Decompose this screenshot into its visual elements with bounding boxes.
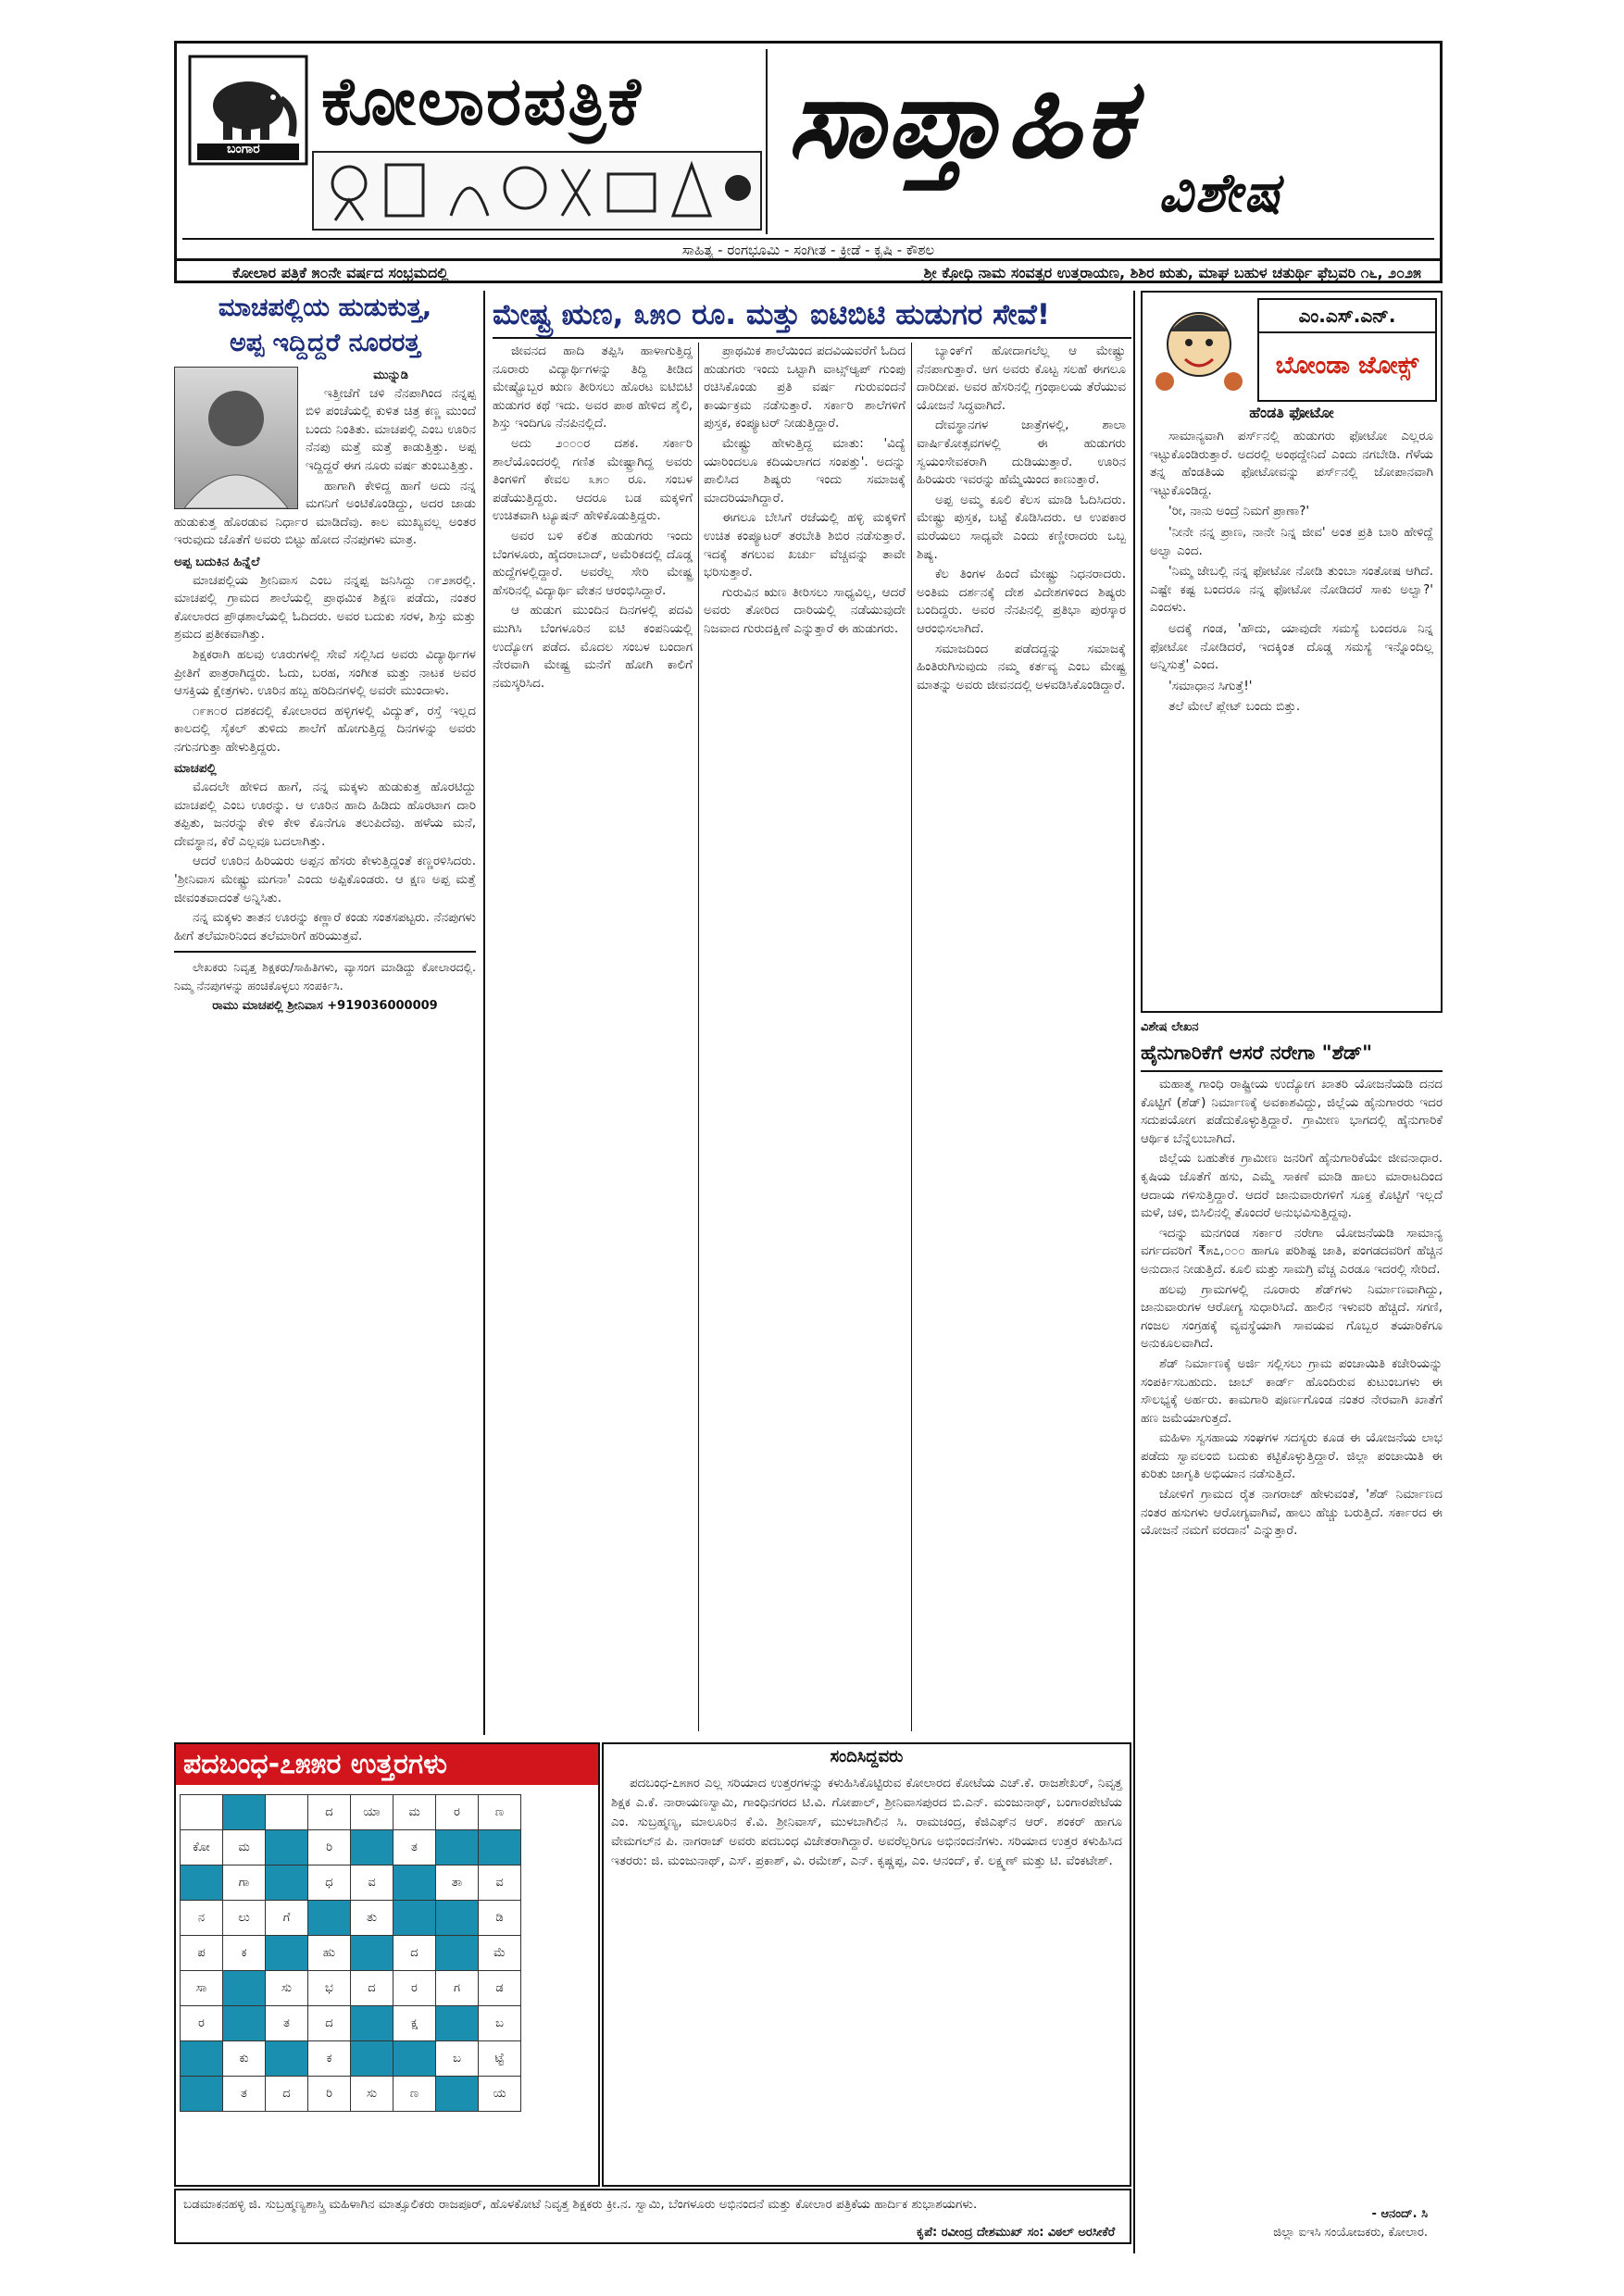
crossword-cell: ಕು — [223, 2041, 266, 2077]
crossword-title: ಪದಬಂಧ-೭೫೫ರ ಉತ್ತರಗಳು — [176, 1744, 598, 1785]
crossword-block-cell — [223, 2006, 266, 2041]
crossword-block-cell — [351, 2041, 394, 2077]
article2-para: ಮೇಷ್ಟ್ರು ಹೇಳುತ್ತಿದ್ದ ಮಾತು: 'ವಿದ್ಯೆ ಯಾರಿಂದಲೂ ಕದಿಯಲಾಗದ ಸಂಪತ್ತು'. ಅದನ್ನು ಪಾಲಿಸಿದ ಶಿಷ್ಯರು ಇಂದು ಸಮಾಜಕ್ಕೆ ಮಾದರಿಯಾಗಿದ್ದಾರೆ. — [704, 435, 906, 505]
article1-para: ನನ್ನ ಮಕ್ಕಳು ತಾತನ ಊರನ್ನು ಕಣ್ಣಾರೆ ಕಂಡು ಸಂತಸಪಟ್ಟರು. ನೆನಪುಗಳು ಹೀಗೆ ತಲೆಮಾರಿನಿಂದ ತಲೆಮಾರಿಗೆ ಹರಿಯುತ್ತವೆ. — [174, 910, 476, 943]
column-divider — [698, 343, 699, 1731]
crossword-cell: ಕ — [223, 1936, 266, 1971]
crossword-cell: ಗಾ — [223, 1866, 266, 1901]
crossword-block-cell — [266, 1830, 308, 1866]
joke-para: 'ನೀನೇ ನನ್ನ ಪ್ರಾಣ, ನಾನೇ ನಿನ್ನ ಜೀವ' ಅಂತ ಪ್ರತಿ ಬಾರಿ ಹೇಳಿದ್ದೆ ಅಲ್ವಾ ಎಂದ. — [1150, 524, 1433, 558]
crossword-cell: ದ — [266, 2077, 308, 2112]
divider — [1141, 1070, 1443, 1072]
joke-para: ಅದಕ್ಕೆ ಗಂಡ, 'ಹೌದು, ಯಾವುದೇ ಸಮಸ್ಯೆ ಬಂದರೂ ನಿನ್ನ ಫೋಟೋ ನೋಡಿದರೆ, ಇದಕ್ಕಿಂತ ದೊಡ್ಡ ಸಮಸ್ಯೆ ಇನ್ನೊಂದಿಲ್ಲ ಅನ್ನಿಸುತ್ತೆ' ಎಂದ. — [1150, 620, 1433, 673]
crossword-row — [181, 1795, 521, 1830]
joke-para: 'ನಿಮ್ಮ ಜೇಬಲ್ಲಿ ನನ್ನ ಫೋಟೋ ನೋಡಿ ತುಂಬಾ ಸಂತೋಷ ಆಗಿದೆ. ಎಷ್ಟೇ ಕಷ್ಟ ಬಂದರೂ ನನ್ನ ಫೋಟೋ ನೋಡಿದರೆ ಸಾಕು ಅಲ್ವಾ?' ಎಂದಳು. — [1150, 564, 1433, 616]
article1-para: ಮೊದಲೇ ಹೇಳಿದ ಹಾಗೆ, ನನ್ನ ಮಕ್ಕಳು ಹುಡುಕುತ್ತ ಹೊರಟಿದ್ದು ಮಾಚಪಲ್ಲಿ ಎಂಬ ಊರನ್ನು. ಆ ಊರಿನ ಹಾದಿ ಹಿಡಿದು ಹೊರಟಾಗ ದಾರಿ ತಪ್ಪಿತು, ಜನರನ್ನು ಕೇಳಿ ಕೇಳಿ ಕೊನೆಗೂ ತಲುಪಿದೆವು. ಹಳೆಯ ಮನೆ, ದೇವಸ್ಥಾನ, ಕೆರೆ ಎಲ್ಲವೂ ಬದಲಾಗಿತ್ತು. — [174, 780, 476, 849]
issue-date: ಶ್ರೀ ಕ್ರೋಧಿ ನಾಮ ಸಂವತ್ಸರ ಉತ್ತರಾಯಣ, ಶಿಶಿರ ಋತು, ಮಾಘ ಬಹುಳ ಚತುರ್ಥಿ ಫೆಬ್ರವರಿ ೧೬, ೨೦೨೫ — [923, 264, 1421, 281]
crossword-block-cell — [436, 2006, 479, 2041]
jokes-box — [1141, 291, 1443, 1013]
crossword-cell: ಭ — [308, 1971, 351, 2006]
paper-name: ಕೋಲಾರಪತ್ರಿಕೆ — [321, 62, 643, 140]
crossword-cell: ಡಿ — [479, 1901, 521, 1936]
jokes-title: ಬೋಂಡಾ ಜೋಕ್ಸ್ — [1275, 352, 1419, 380]
anniversary-note: ಕೋಲಾರ ಪತ್ರಿಕೆ ೫೦ನೇ ವರ್ಷದ ಸಂಭ್ರಮದಲ್ಲಿ — [232, 264, 449, 281]
crossword-cell: ತಾ — [436, 1866, 479, 1901]
crossword-block-cell — [479, 1830, 521, 1866]
crossword-cell: ಕೋ — [181, 1830, 223, 1866]
article1-para: ಮಾಚಪಲ್ಲಿಯ ಶ್ರೀನಿವಾಸ ಎಂಬ ನನ್ನಪ್ಪ ಜನಿಸಿದ್ದು ೧೯೨೫ರಲ್ಲಿ. ಮಾಚಪಲ್ಲಿ ಗ್ರಾಮದ ಶಾಲೆಯಲ್ಲಿ ಪ್ರಾಥಮಿಕ ಶಿಕ್ಷಣ ಪಡೆದು, ನಂತರ ಕೋಲಾರದ ಪ್ರೌಢಶಾಲೆಯಲ್ಲಿ ಓದಿದರು. ಅವರ ಬದುಕು ಸರಳ, ಶಿಸ್ತು ಮತ್ತು ಶ್ರಮದ ಪ್ರತೀಕವಾಗಿತ್ತು. — [174, 572, 476, 643]
article2-para: ಬ್ಯಾಂಕ್‌ಗೆ ಹೋದಾಗಲೆಲ್ಲ ಆ ಮೇಷ್ಟ್ರು ನೆನಪಾಗುತ್ತಾರೆ. ಆಗ ಅವರು ಕೊಟ್ಟ ಸಲಹೆ ಈಗಲೂ ದಾರಿದೀಪ. ಅವರ ಹೆಸರಿನಲ್ಲಿ ಗ್ರಂಥಾಲಯ ತೆರೆಯುವ ಯೋಜನೆ ಸಿದ್ಧವಾಗಿದೆ. — [917, 343, 1126, 413]
crossword-cell: ದ — [308, 2006, 351, 2041]
article2-para: ಈಗಲೂ ಬೇಸಿಗೆ ರಜೆಯಲ್ಲಿ ಹಳ್ಳಿ ಮಕ್ಕಳಿಗೆ ಉಚಿತ ಕಂಪ್ಯೂಟರ್ ತರಬೇತಿ ಶಿಬಿರ ನಡೆಸುತ್ತಾರೆ. ಇದಕ್ಕೆ ತಗಲುವ ಖರ್ಚು ವೆಚ್ಚವನ್ನು ತಾವೇ ಭರಿಸುತ್ತಾರೆ. — [704, 510, 906, 580]
article1-title-line1: ಮಾಚಪಲ್ಲಿಯ ಹುಡುಕುತ್ತ, — [218, 293, 432, 322]
emblem-text: ಬಂಗಾರ — [227, 142, 260, 156]
divider — [493, 337, 1131, 339]
crossword-block-cell — [181, 2077, 223, 2112]
crossword-block-cell — [223, 1795, 266, 1830]
crossword-cell: ಕ್ಷ — [394, 2006, 436, 2041]
article2-col1 — [493, 343, 693, 1731]
jokes-subtitle: ಹೆಂಡತಿ ಫೋಟೋ — [1249, 404, 1334, 421]
crossword-cell: ಬ — [436, 2041, 479, 2077]
article1-para: ಆದರೆ ಊರಿನ ಹಿರಿಯರು ಅಪ್ಪನ ಹೆಸರು ಕೇಳುತ್ತಿದ್ದಂತೆ ಕಣ್ಣರಳಿಸಿದರು. 'ಶ್ರೀನಿವಾಸ ಮೇಷ್ಟ್ರು ಮಗನಾ' ಎಂದು ಅಪ್ಪಿಕೊಂಡರು. ಆ ಕ್ಷಣ ಅಪ್ಪ ಮತ್ತೆ ಜೀವಂತವಾದಂತೆ ಅನ್ನಿಸಿತು. — [174, 854, 476, 905]
supplement-subtitle: ವಿಶೇಷ — [1158, 161, 1282, 224]
author-note: ಲೇಖಕರು ನಿವೃತ್ತ ಶಿಕ್ಷಕರು/ಸಾಹಿತಿಗಳು, ವ್ಯಾಸಂಗ ಮಾಡಿದ್ದು ಕೋಲಾರದಲ್ಲಿ. ನಿಮ್ಮ ನೆನಪುಗಳನ್ನು ಹಂಚಿಕೊಳ್ಳಲು ಸಂಪರ್ಕಿಸಿ. — [174, 960, 476, 992]
crossword-box — [174, 1742, 600, 2187]
crossword-cell: ಸು — [351, 2077, 394, 2112]
crossword-block-cell — [436, 1830, 479, 1866]
article1-para: ಇತ್ತೀಚೆಗೆ ಚಳಿ ನೆನಪಾಗಿಂದ ನನ್ನಪ್ಪ ಬಿಳಿ ಪಂಚೆಯಲ್ಲಿ ಕುಳಿತ ಚಿತ್ರ ಕಣ್ಣ ಮುಂದೆ ಬಂದು ನಿಂತಿತು. ಮಾಚಪಲ್ಲಿ ಎಂಬ ಊರಿನ ನೆನಪು ಮತ್ತೆ ಮತ್ತೆ ಕಾಡುತ್ತಿತ್ತು. ಅಪ್ಪ ಇದ್ದಿದ್ದರೆ ಈಗ ನೂರು ವರ್ಷ ತುಂಬುತ್ತಿತ್ತು. — [306, 385, 476, 473]
masthead-right — [769, 49, 1436, 234]
crossword-cell — [266, 1795, 308, 1830]
crossword-block-cell — [394, 2041, 436, 2077]
crossword-block-cell — [181, 1866, 223, 1901]
article2-para: ಅಪ್ಪ ಅಮ್ಮ ಕೂಲಿ ಕೆಲಸ ಮಾಡಿ ಓದಿಸಿದರು. ಮೇಷ್ಟ್ರು ಪುಸ್ತಕ, ಬಟ್ಟೆ ಕೊಡಿಸಿದರು. ಆ ಉಪಕಾರ ಮರೆಯಲು ಸಾಧ್ಯವೇ ಎಂದು ಕಣ್ಣೀರಾದರು ಒಬ್ಬ ಶಿಷ್ಯ. — [917, 492, 1126, 562]
article-machapalli — [174, 291, 476, 1791]
article3-para: ಮಹಾತ್ಮ ಗಾಂಧಿ ರಾಷ್ಟ್ರೀಯ ಉದ್ಯೋಗ ಖಾತರಿ ಯೋಜನೆಯಡಿ ದನದ ಕೊಟ್ಟಿಗೆ (ಶೆಡ್) ನಿರ್ಮಾಣಕ್ಕೆ ಅವಕಾಶವಿದ್ದು, ಜಿಲ್ಲೆಯ ಹೈನುಗಾರರು ಇದರ ಸದುಪಯೋಗ ಪಡೆದುಕೊಳ್ಳುತ್ತಿದ್ದಾರೆ. ಗ್ರಾಮೀಣ ಭಾಗದಲ್ಲಿ ಹೈನುಗಾರಿಕೆ ಆರ್ಥಿಕ ಬೆನ್ನೆಲುಬಾಗಿದೆ. — [1141, 1077, 1443, 1146]
jokes-label-box — [1257, 298, 1437, 402]
article2-para: ದೇವಸ್ಥಾನಗಳ ಜಾತ್ರೆಗಳಲ್ಲಿ, ಶಾಲಾ ವಾರ್ಷಿಕೋತ್ಸವಗಳಲ್ಲಿ ಈ ಹುಡುಗರು ಸ್ವಯಂಸೇವಕರಾಗಿ ದುಡಿಯುತ್ತಾರೆ. ಊರಿನ ಹಿರಿಯರು ಇವರನ್ನು ಹೆಮ್ಮೆಯಿಂದ ಕಾಣುತ್ತಾರೆ. — [917, 418, 1126, 488]
dateline — [177, 258, 1440, 285]
column-divider — [483, 291, 485, 1735]
article3-title: ಹೈನುಗಾರಿಕೆಗೆ ಆಸರೆ ನರೇಗಾ "ಶೆಡ್" — [1141, 1042, 1373, 1064]
crossword-cell: ಟ್ಟೆ — [479, 2041, 521, 2077]
crossword-row — [181, 1866, 521, 1901]
joke-para: ಸಾಮಾನ್ಯವಾಗಿ ಪರ್ಸ್‌ನಲ್ಲಿ ಹುಡುಗರು ಫೋಟೋ ಎಲ್ಲರೂ ಇಟ್ಟುಕೊಂಡಿರುತ್ತಾರೆ. ಅದರಲ್ಲಿ ಅಂಥದ್ದೇನಿದೆ ಎಂದು ನಗಬೇಡಿ. ಗೆಳೆಯ ತನ್ನ ಹೆಂಡತಿಯ ಫೋಟೋವನ್ನು ಪರ್ಸ್‌ನಲ್ಲಿ ಜೋಪಾನವಾಗಿ ಇಟ್ಟುಕೊಂಡಿದ್ದ. — [1150, 429, 1433, 498]
article3-para: ಹಲವು ಗ್ರಾಮಗಳಲ್ಲಿ ನೂರಾರು ಶೆಡ್‌ಗಳು ನಿರ್ಮಾಣವಾಗಿದ್ದು, ಜಾನುವಾರುಗಳ ಆರೋಗ್ಯ ಸುಧಾರಿಸಿದೆ. ಹಾಲಿನ ಇಳುವರಿ ಹೆಚ್ಚಿದೆ. ಸಗಣಿ, ಗಂಜಲ ಸಂಗ್ರಹಕ್ಕೆ ವ್ಯವಸ್ಥೆಯಾಗಿ ಸಾವಯವ ಗೊಬ್ಬರ ತಯಾರಿಕೆಗೂ ಅನುಕೂಲವಾಗಿದೆ. — [1141, 1281, 1443, 1352]
crossword-row — [181, 2041, 521, 2077]
jokes-body — [1150, 428, 1433, 719]
crossword-block-cell — [351, 1936, 394, 1971]
article1-para: ೧೯೫೦ರ ದಶಕದಲ್ಲಿ ಕೋಲಾರದ ಹಳ್ಳಿಗಳಲ್ಲಿ ವಿದ್ಯುತ್, ರಸ್ತೆ ಇಲ್ಲದ ಕಾಲದಲ್ಲಿ ಸೈಕಲ್ ತುಳಿದು ಶಾಲೆಗೆ ಹೋಗುತ್ತಿದ್ದ ದಿನಗಳನ್ನು ಅವರು ನಗುನಗುತ್ತಾ ಹೇಳುತ್ತಿದ್ದರು. — [174, 703, 476, 755]
article1-para: ಶಿಕ್ಷಕರಾಗಿ ಹಲವು ಊರುಗಳಲ್ಲಿ ಸೇವೆ ಸಲ್ಲಿಸಿದ ಅವರು ವಿದ್ಯಾರ್ಥಿಗಳ ಪ್ರೀತಿಗೆ ಪಾತ್ರರಾಗಿದ್ದರು. ಓದು, ಬರಹ, ಸಂಗೀತ ಮತ್ತು ನಾಟಕ ಅವರ ಆಸಕ್ತಿಯ ಕ್ಷೇತ್ರಗಳು. ಊರಿನ ಹಬ್ಬ ಹರಿದಿನಗಳಲ್ಲಿ ಅವರೇ ಮುಂದಾಳು. — [174, 646, 476, 699]
crossword-cell: ಧ — [308, 1866, 351, 1901]
crossword-cell: ಹು — [308, 1936, 351, 1971]
crossword-row — [181, 1830, 521, 1866]
crossword-cell: ದ — [308, 1795, 351, 1830]
article1-subhead: ಅಪ್ಪ ಬದುಕಿನ ಹಿನ್ನೆಲೆ — [174, 554, 260, 569]
article3-body — [1141, 1076, 1443, 2187]
article1-para: ಹಾಗಾಗಿ ಕೇಳಿದ್ದ ಹಾಗೆ ಅದು ನನ್ನ ಮಗನಿಗೆ ಅಂಟಿಕೊಂಡಿದ್ದು, ಅದರ ಜಾಡು ಹುಡುಕುತ್ತ ಹೊರಡುವ ನಿರ್ಧಾರ ಮಾಡಿದೆವು. ಕಾಲ ಮುಖ್ಯವಲ್ಲ ಅಂತರ ಇರುವುದು ಜೊತೆಗೆ ಅವರು ಬಿಟ್ಟು ಹೋದ ನೆನಪುಗಳು ಮಾತ್ರ. — [174, 478, 476, 548]
crossword-cell: ದ — [351, 1971, 394, 2006]
article2-para: ಜೀವನದ ಹಾದಿ ತಪ್ಪಿಸಿ ಹಾಳಾಗುತ್ತಿದ್ದ ನೂರಾರು ವಿದ್ಯಾರ್ಥಿಗಳನ್ನು ತಿದ್ದಿ ತೀಡಿದ ಮೇಷ್ಟ್ರೊಬ್ಬರ ಋಣ ತೀರಿಸಲು ಹೊರಟ ಐಟಿಬಿಟಿ ಹುಡುಗರ ಕಥೆ ಇದು. ಅವರ ಪಾಠ ಹೇಳಿದ ಶೈಲಿ, ಶಿಸ್ತು ಇಂದಿಗೂ ನೆನಪಿನಲ್ಲಿದೆ. — [493, 343, 693, 431]
awards-title: ಸಂದಿಸಿದ್ದವರು — [830, 1747, 904, 1766]
crossword-row — [181, 2077, 521, 2112]
crossword-cell: ವ — [351, 1866, 394, 1901]
column-divider — [911, 343, 912, 1731]
article3-kicker: ವಿಶೇಷ ಲೇಖನ — [1141, 1020, 1199, 1034]
article3-para: ಮಹಿಳಾ ಸ್ವಸಹಾಯ ಸಂಘಗಳ ಸದಸ್ಯರು ಕೂಡ ಈ ಯೋಜನೆಯ ಲಾಭ ಪಡೆದು ಸ್ವಾವಲಂಬಿ ಬದುಕು ಕಟ್ಟಿಕೊಳ್ಳುತ್ತಿದ್ದಾರೆ. ಜಿಲ್ಲಾ ಪಂಚಾಯಿತಿ ಈ ಕುರಿತು ಜಾಗೃತಿ ಅಭಿಯಾನ ನಡೆಸುತ್ತಿದೆ. — [1141, 1430, 1443, 1482]
crossword-cell: ಮ — [223, 1830, 266, 1866]
crossword-block-cell — [308, 1901, 351, 1936]
crossword-cell: ಯಾ — [351, 1795, 394, 1830]
crossword-cell: ತು — [351, 1901, 394, 1936]
crossword-cell: ತ — [223, 2077, 266, 2112]
newspaper-page — [174, 41, 1443, 2272]
crossword-block-cell — [223, 1971, 266, 2006]
crossword-cell: ಸಾ — [181, 1971, 223, 2006]
masthead-left — [182, 49, 768, 234]
awards-text: ಪದಬಂಧ-೭೫೫ರ ಎಲ್ಲ ಸರಿಯಾದ ಉತ್ತರಗಳನ್ನು ಕಳುಹಿಸಿಕೊಟ್ಟಿರುವ ಕೋಲಾರದ ಕೋಟೆಯ ಎಚ್.ಕೆ. ರಾಜಶೇಖರ್, ನಿವೃತ್ತ ಶಿಕ್ಷಕ ಎ.ಕೆ. ನಾರಾಯಣಸ್ವಾಮಿ, ಗಾಂಧಿನಗರದ ಟಿ.ವಿ. ಗೋಪಾಲ್, ಶ್ರೀನಿವಾಸಪುರದ ಬಿ.ಎನ್. ಮಂಜುನಾಥ್, ಬಂಗಾರಪೇಟೆಯ ಎಂ. ಸುಬ್ರಹ್ಮಣ್ಯ, ಮಾಲೂರಿನ ಕೆ.ವಿ. ಶ್ರೀನಿವಾಸ್, ಮುಳಬಾಗಿಲಿನ ಸಿ. ರಾಮಚಂದ್ರ, ಕೆಜಿಎಫ್‌ನ ಆರ್. ಶಂಕರ್ ಹಾಗೂ ವೇಮಗಲ್‌ನ ಪಿ. ನಾಗರಾಜ್ ಅವರು ಪದಬಂಧ ವಿಜೇತರಾಗಿದ್ದಾರೆ. ಅವರೆಲ್ಲರಿಗೂ ಅಭಿನಂದನೆಗಳು. ಸರಿಯಾದ ಉತ್ತರ ಕಳುಹಿಸಿದ ಇತರರು: ಜಿ. ಮಂಜುನಾಥ್, ಎಸ್. ಪ್ರಕಾಶ್, ವಿ. ರಮೇಶ್, ಎನ್. ಕೃಷ್ಣಪ್ಪ, ಎಂ. ಆನಂದ್, ಕೆ. ಲಕ್ಷ್ಮಣ್ ಮತ್ತು ಟಿ. ವೆಂಕಟೇಶ್. — [611, 1776, 1122, 1868]
joke-para: ತಲೆ ಮೇಲೆ ಪ್ಲೇಟ್ ಬಂದು ಬಿತ್ತು. — [1168, 699, 1301, 715]
jokes-label: ಎಂ.ಎಸ್.ಎನ್. — [1259, 300, 1435, 333]
crossword-cell: ಗೆ — [266, 1901, 308, 1936]
crossword-cell: ರಿ — [308, 2077, 351, 2112]
crossword-block-cell — [181, 2041, 223, 2077]
arts-sketch-icon — [312, 151, 762, 231]
crossword-cell: ಸು — [266, 1971, 308, 2006]
crossword-block-cell — [266, 1866, 308, 1901]
crossword-cell: ಮ — [394, 1795, 436, 1830]
crossword-cell: ರ — [181, 2006, 223, 2041]
crossword-block-cell — [394, 1866, 436, 1901]
crossword-block-cell — [351, 2006, 394, 2041]
crossword-cell — [181, 1795, 223, 1830]
tagline: ಸಾಹಿತ್ಯ - ರಂಗಭೂಮಿ - ಸಂಗೀತ - ಕ್ರೀಡೆ - ಕೃಷಿ - ಕೌಶಲ — [182, 238, 1434, 260]
awards-box — [602, 1742, 1131, 2187]
crossword-cell: ಕ — [308, 2041, 351, 2077]
masthead — [174, 41, 1443, 283]
author-photo — [174, 367, 298, 509]
joke-para: 'ರೀ, ನಾನು ಅಂದ್ರೆ ನಿಮಗೆ ಪ್ರಾಣಾ?' — [1168, 504, 1310, 519]
article1-author: ರಾಮು ಮಾಚಪಲ್ಲಿ ಶ್ರೀನಿವಾಸ +919036000009 — [212, 998, 438, 1013]
crossword-block-cell — [436, 1936, 479, 1971]
crossword-block-cell — [436, 2077, 479, 2112]
article2-para: ಸಮಾಜದಿಂದ ಪಡೆದದ್ದನ್ನು ಸಮಾಜಕ್ಕೆ ಹಿಂತಿರುಗಿಸುವುದು ನಮ್ಮ ಕರ್ತವ್ಯ ಎಂಬ ಮೇಷ್ಟ್ರ ಮಾತನ್ನು ಅವರು ಜೀವನದಲ್ಲಿ ಅಳವಡಿಸಿಕೊಂಡಿದ್ದಾರೆ. — [917, 641, 1126, 693]
crossword-cell: ರ — [436, 1795, 479, 1830]
crossword-cell: ನ — [181, 1901, 223, 1936]
crossword-cell: ಡ — [479, 1971, 521, 2006]
crossword-cell: ತ — [394, 1830, 436, 1866]
crossword-cell: ರಿ — [308, 1830, 351, 1866]
crossword-cell: ಬ — [479, 2006, 521, 2041]
crossword-cell: ತ — [266, 2006, 308, 2041]
awards-footer: ಬಡಮಾಕನಹಳ್ಳಿ ಜಿ. ಸುಬ್ರಹ್ಮಣ್ಯಶಾಸ್ತ್ರಿ ಮಹಿಳಾಗಿನ ಮಾತ್ಸೂಲಿಕರು ರಾಜಪೂರ್, ಹೊಳಕೋಟೆ ನಿವೃತ್ತ ಶಿಕ್ಷಕರು ಕ್ರೀ.ನ. ಸ್ವಾಮಿ, ಬೆಂಗಳೂರು ಅಭಿನಂದನೆ ಮತ್ತು ಕೋಲಾರ ಪತ್ರಿಕೆಯ ಹಾರ್ದಿಕ ಶುಭಾಶಯಗಳು. — [174, 2189, 1131, 2244]
crossword-cell: ರ — [394, 1971, 436, 2006]
crossword-block-cell — [436, 1901, 479, 1936]
article3-para: ಜಿಲ್ಲೆಯ ಬಹುತೇಕ ಗ್ರಾಮೀಣ ಜನರಿಗೆ ಹೈನುಗಾರಿಕೆಯೇ ಜೀವನಾಧಾರ. ಕೃಷಿಯ ಜೊತೆಗೆ ಹಸು, ಎಮ್ಮೆ ಸಾಕಣೆ ಮಾಡಿ ಹಾಲು ಮಾರಾಟದಿಂದ ಆದಾಯ ಗಳಿಸುತ್ತಿದ್ದಾರೆ. ಆದರೆ ಜಾನುವಾರುಗಳಿಗೆ ಸೂಕ್ತ ಕೊಟ್ಟಿಗೆ ಇಲ್ಲದೆ ಮಳೆ, ಚಳಿ, ಬಿಸಿಲಿನಲ್ಲಿ ತೊಂದರೆ ಅನುಭವಿಸುತ್ತಿದ್ದವು. — [1141, 1151, 1443, 1221]
crossword-cell: ಪ — [181, 1936, 223, 1971]
crossword-row — [181, 1936, 521, 1971]
divider — [174, 951, 476, 953]
article2-byline: ಕೃಪೆ: ರವೀಂದ್ರ ದೇಶಮುಖ್ ಸಂ: ವಿಠಲ್ ಅರಸೀಕೆರೆ — [917, 2226, 1116, 2240]
portrait-icon — [175, 368, 297, 508]
crossword-block-cell — [266, 1936, 308, 1971]
article3-author-role: ಜಿಲ್ಲಾ ಐಇಸಿ ಸಂಯೋಜಕರು, ಕೋಲಾರ. — [1273, 2226, 1428, 2240]
crossword-grid — [180, 1794, 521, 2112]
article2-para: ಅವರ ಬಳಿ ಕಲಿತ ಹುಡುಗರು ಇಂದು ಬೆಂಗಳೂರು, ಹೈದರಾಬಾದ್, ಅಮೆರಿಕದಲ್ಲಿ ದೊಡ್ಡ ಹುದ್ದೆಗಳಲ್ಲಿದ್ದಾರೆ. ಅವರೆಲ್ಲ ಸೇರಿ ಮೇಷ್ಟ್ರ ಹೆಸರಿನಲ್ಲಿ ವಿದ್ಯಾರ್ಥಿ ವೇತನ ಆರಂಭಿಸಿದ್ದಾರೆ. — [493, 528, 693, 598]
article2-title: ಮೇಷ್ಟ್ರ ಋಣ, ೩೫೦ ರೂ. ಮತ್ತು ಐಟಿಬಿಟಿ ಹುಡುಗರ ಸೇವೆ! — [493, 298, 1051, 331]
crossword-cell: ಮೆ — [479, 1936, 521, 1971]
crossword-cell: ದ — [394, 1936, 436, 1971]
crossword-block-cell — [351, 1830, 394, 1866]
article2-para: ಆ ಹುಡುಗ ಮುಂದಿನ ದಿನಗಳಲ್ಲಿ ಪದವಿ ಮುಗಿಸಿ ಬೆಂಗಳೂರಿನ ಐಟಿ ಕಂಪನಿಯಲ್ಲಿ ಉದ್ಯೋಗ ಪಡೆದ. ಮೊದಲ ಸಂಬಳ ಬಂದಾಗ ನೇರವಾಗಿ ಮೇಷ್ಟ್ರ ಮನೆಗೆ ಹೋಗಿ ಕಾಲಿಗೆ ನಮಸ್ಕರಿಸಿದ. — [493, 603, 693, 691]
crossword-block-cell — [266, 2041, 308, 2077]
crossword-row — [181, 1971, 521, 2006]
crossword-cell: ಲು — [223, 1901, 266, 1936]
article2-para: ಗುರುವಿನ ಋಣ ತೀರಿಸಲು ಸಾಧ್ಯವಿಲ್ಲ, ಆದರೆ ಅವರು ತೋರಿದ ದಾರಿಯಲ್ಲಿ ನಡೆಯುವುದೇ ನಿಜವಾದ ಗುರುದಕ್ಷಿಣೆ ಎನ್ನುತ್ತಾರೆ ಈ ಹುಡುಗರು. — [704, 584, 906, 636]
crossword-row — [181, 2006, 521, 2041]
article3-para: ಇದನ್ನು ಮನಗಂಡ ಸರ್ಕಾರ ನರೇಗಾ ಯೋಜನೆಯಡಿ ಸಾಮಾನ್ಯ ವರ್ಗದವರಿಗೆ ₹೫೭,೦೦೦ ಹಾಗೂ ಪರಿಶಿಷ್ಟ ಜಾತಿ, ಪಂಗಡದವರಿಗೆ ಹೆಚ್ಚಿನ ಅನುದಾನ ನೀಡುತ್ತಿದೆ. ಕೂಲಿ ಮತ್ತು ಸಾಮಗ್ರಿ ವೆಚ್ಚ ಎರಡೂ ಇದರಲ್ಲಿ ಸೇರಿದೆ. — [1141, 1225, 1443, 1277]
article1-subhead: ಮಾಚಪಲ್ಲಿ — [174, 761, 217, 777]
supplement-name: ಸಾಪ್ತಾಹಿಕ — [788, 55, 1134, 182]
article2-para: ಕೆಲ ತಿಂಗಳ ಹಿಂದೆ ಮೇಷ್ಟ್ರು ನಿಧನರಾದರು. ಅಂತಿಮ ದರ್ಶನಕ್ಕೆ ದೇಶ ವಿದೇಶಗಳಿಂದ ಶಿಷ್ಯರು ಬಂದಿದ್ದರು. ಅವರ ನೆನಪಿನಲ್ಲಿ ಪ್ರತಿಭಾ ಪುರಸ್ಕಾರ ಆರಂಭಿಸಲಾಗಿದೆ. — [917, 567, 1126, 636]
crossword-cell: ಗ — [436, 1971, 479, 2006]
photo-caption: ಮುನ್ನುಡಿ — [373, 368, 408, 382]
column-divider — [1133, 291, 1135, 2253]
article1-title-line2: ಅಪ್ಪ ಇದ್ದಿದ್ದರೆ ನೂರರತ್ತ — [229, 329, 421, 357]
crossword-cell: ಣ — [394, 2077, 436, 2112]
crossword-cell: ಯ — [479, 2077, 521, 2112]
crossword-cell: ವ — [479, 1866, 521, 1901]
crossword-row — [181, 1901, 521, 1936]
cartoon-icon — [1148, 298, 1250, 400]
joke-para: 'ಸಮಾಧಾನ ಸಿಗುತ್ತೆ!' — [1168, 678, 1253, 693]
article3-para: ಜೋಳಿಗೆ ಗ್ರಾಮದ ರೈತ ನಾಗರಾಜ್ ಹೇಳುವಂತೆ, 'ಶೆಡ್ ನಿರ್ಮಾಣದ ನಂತರ ಹಸುಗಳು ಆರೋಗ್ಯವಾಗಿವೆ, ಹಾಲು ಹೆಚ್ಚು ಬರುತ್ತಿದೆ. ಸರ್ಕಾರದ ಈ ಯೋಜನೆ ನಮಗೆ ವರದಾನ' ಎನ್ನುತ್ತಾರೆ. — [1141, 1487, 1443, 1539]
article2-para: ಅದು ೨೦೦೦ರ ದಶಕ. ಸರ್ಕಾರಿ ಶಾಲೆಯೊಂದರಲ್ಲಿ ಗಣಿತ ಮೇಷ್ಟ್ರಾಗಿದ್ದ ಅವರು ತಿಂಗಳಿಗೆ ಕೇವಲ ೩೫೦ ರೂ. ಸಂಬಳ ಪಡೆಯುತ್ತಿದ್ದರು. ಆದರೂ ಬಡ ಮಕ್ಕಳಿಗೆ ಉಚಿತವಾಗಿ ಟ್ಯೂಷನ್ ಹೇಳಿಕೊಡುತ್ತಿದ್ದರು. — [493, 435, 693, 524]
crossword-block-cell — [394, 1901, 436, 1936]
article3-author: - ಆನಂದ್. ಸಿ — [1371, 2207, 1428, 2221]
article3-para: ಶೆಡ್ ನಿರ್ಮಾಣಕ್ಕೆ ಅರ್ಜಿ ಸಲ್ಲಿಸಲು ಗ್ರಾಮ ಪಂಚಾಯಿತಿ ಕಚೇರಿಯನ್ನು ಸಂಪರ್ಕಿಸಬಹುದು. ಜಾಬ್ ಕಾರ್ಡ್ ಹೊಂದಿರುವ ಕುಟುಂಬಗಳು ಈ ಸೌಲಭ್ಯಕ್ಕೆ ಅರ್ಹರು. ಕಾಮಗಾರಿ ಪೂರ್ಣಗೊಂಡ ನಂತರ ನೇರವಾಗಿ ಖಾತೆಗೆ ಹಣ ಜಮೆಯಾಗುತ್ತದೆ. — [1141, 1355, 1443, 1426]
crossword-cell: ಣ — [479, 1795, 521, 1830]
article2-para: ಪ್ರಾಥಮಿಕ ಶಾಲೆಯಿಂದ ಪದವಿಯವರೆಗೆ ಓದಿದ ಹುಡುಗರು ಇಂದು ಒಟ್ಟಾಗಿ ವಾಟ್ಸ್‌ಆ್ಯಪ್ ಗುಂಪು ರಚಿಸಿಕೊಂಡು ಪ್ರತಿ ವರ್ಷ ಗುರುವಂದನೆ ಕಾರ್ಯಕ್ರಮ ನಡೆಸುತ್ತಾರೆ. ಸರ್ಕಾರಿ ಶಾಲೆಗಳಿಗೆ ಪುಸ್ತಕ, ಕಂಪ್ಯೂಟರ್ ನೀಡುತ್ತಿದ್ದಾರೆ. — [704, 343, 906, 431]
article2-col2 — [704, 343, 906, 1731]
